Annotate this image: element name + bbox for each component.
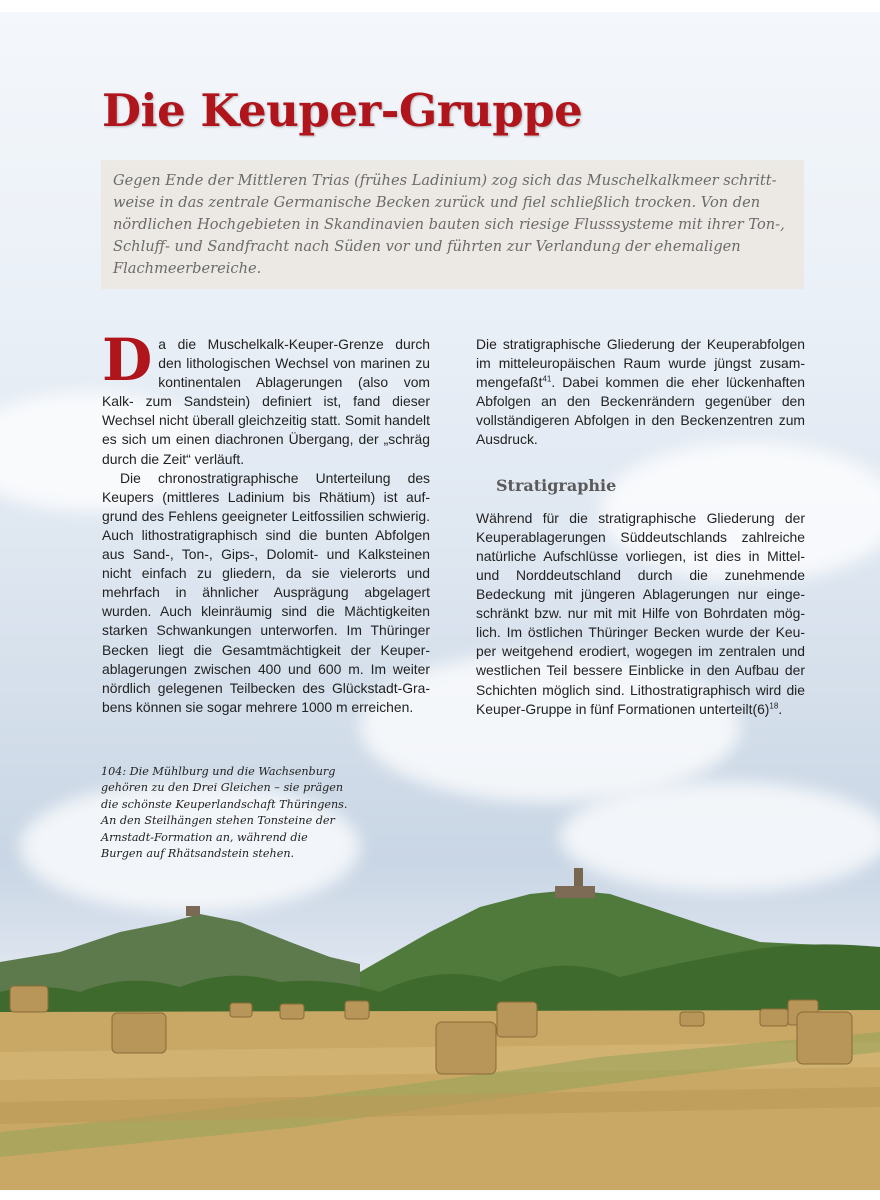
figure-caption: 104: Die Mühlburg und die Wachsenburg gehören zu den Drei Gleichen – sie prägen die schönste Keuperlandschaft Thüringens. An den Steilhängen stehen Tonsteine der Arnstadt-Formation an, während die Burgen auf Rhätsandstein stehen. bbox=[101, 765, 348, 861]
hay-bale bbox=[230, 1003, 252, 1017]
paragraph bbox=[476, 509, 805, 719]
intro-box bbox=[101, 160, 804, 289]
paragraph-text: . bbox=[778, 700, 783, 717]
paragraph-text: Während für die stratigraphische Gliederung der Keuperablagerungen Süddeutschlands zahlreiche natürliche Aufschlüsse vorliegen, ist dies in Mittel- und Norddeutschland durch die zunehmende Bedeckung mit jüngeren Ablagerungen nur eingeschränkt bzw. nur mit mit Hilfe von Bohrdaten möglich. Im östlichen Thüringer Becken wurde der Keuper weitgehend erodiert, wogegen im zentralen und westlichen Teil bessere Einblicke in den Aufbau der Schichten möglich sind. Lithostratigraphisch wird die Keuper-Gruppe in fünf Formationen unterteilt bbox=[476, 509, 805, 717]
hay-bale bbox=[497, 1002, 537, 1037]
section-heading: Stratigraphie bbox=[496, 475, 617, 495]
hay-bale bbox=[436, 1022, 496, 1074]
page-title: Die Keuper-Gruppe bbox=[102, 84, 583, 137]
footnote-ref: 41 bbox=[542, 374, 552, 384]
hay-bale bbox=[680, 1012, 704, 1026]
hay-bale bbox=[345, 1001, 369, 1019]
paragraph bbox=[102, 326, 430, 469]
hay-bale bbox=[112, 1013, 166, 1053]
castle-wachsenburg bbox=[186, 906, 200, 916]
intro-text: Gegen Ende der Mittleren Trias (frühes Ladinium) zog sich das Muschelkalkmeer schrittweise in das zentrale Germanische Becken zurück und fiel schließlich trocken. Von den nördlichen Hochgebieten in Skandinavien bauten sich riesige Flusssysteme mit ihrer Ton-, Schluff- und Sandfracht nach Süden vor und führten zur Verlandung der ehemaligen Flachmeerbereiche. bbox=[113, 172, 785, 277]
hay-bale bbox=[797, 1012, 852, 1064]
hay-bale bbox=[280, 1004, 304, 1019]
paragraph: Die chronostratigraphische Unterteilung des Keupers (mittleres Ladinium bis Rhätium) ist aufgrund des Fehlens geeigneter Leitfossilien schwierig. Auch lithostratigraphisch sind die bunten Abfolgen aus Sand-, Ton-, Gips-, Dolomit- und Kalksteinen nicht einfach zu gliedern, da sie vielerorts und mehrfach in ähnlicher Ausprägung abgelagert wurden. Auch kleinräumig sind die Mächtigkeiten starken Schwankungen unterworfen. Im Thüringer Becken liegt die Gesamtmächtigkeit der Keuperablagerungen zwischen 400 und 600 m. Im weiter nördlich gelegenen Teilbecken des Glückstadt-Grabens können sie sogar mehrere 1000 m erreichen. bbox=[102, 469, 430, 715]
figure-ref: (6) bbox=[752, 700, 770, 717]
footnote-ref: 18 bbox=[769, 700, 779, 710]
paragraph-text: Die stratigraphische Gliederung der Keuperabfolgen im mitteleuropäischen Raum wurde jüngst zusammengefaßt bbox=[476, 336, 805, 391]
paragraph-text: . Dabei kommen die eher lückenhaften Abfolgen an den Beckenrändern gegenüber den vollständigeren Abfolgen in den Beckenzentren zum Ausdruck. bbox=[476, 374, 805, 448]
hay-bale bbox=[10, 986, 48, 1012]
page bbox=[0, 12, 880, 1190]
hay-bale bbox=[760, 1009, 788, 1026]
paragraph-text: a die Muschelkalk-Keuper-Grenze durch den lithologischen Wechsel von marinen zu kontinentalen Ablagerungen (also vom Kalk- zum Sandstein) definiert ist, fand dieser Wechsel nicht überall gleichzeitig statt. Somit handelt es sich um einen diachronen Übergang, der „schräg durch die Zeit“ verläuft. bbox=[102, 336, 430, 467]
landscape-photo bbox=[0, 852, 880, 1190]
text-column-left bbox=[102, 326, 430, 717]
paragraph bbox=[476, 335, 805, 450]
castle-muehlburg bbox=[555, 886, 595, 898]
drop-cap: D bbox=[102, 326, 153, 394]
text-column-right bbox=[476, 335, 805, 719]
